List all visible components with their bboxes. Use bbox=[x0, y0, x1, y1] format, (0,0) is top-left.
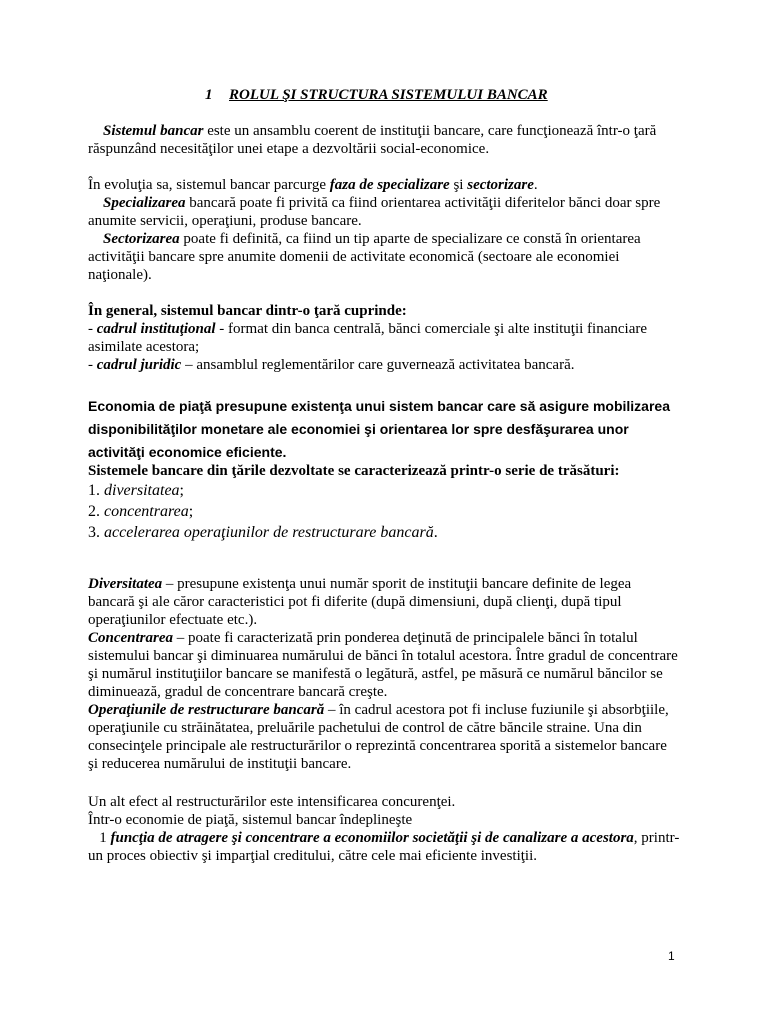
term-sectorizarea: Sectorizarea bbox=[103, 231, 180, 247]
page-number: 1 bbox=[668, 949, 675, 963]
term-sectorizare: sectorizare bbox=[467, 177, 534, 193]
feature-label: accelerarea operaţiunilor de restructurare bancară bbox=[104, 524, 434, 541]
paragraph-feature-details bbox=[88, 575, 680, 773]
chapter-title: ROLUL ŞI STRUCTURA SISTEMULUI BANCAR bbox=[229, 87, 548, 103]
definition-text: este un ansamblu coerent de instituţii bancare, care funcţionează într-o ţară răspunzând necesităţilor unei etape a dezvoltării social-economice. bbox=[88, 123, 657, 157]
term-specializare: faza de specializare bbox=[329, 177, 450, 193]
component-item-institutional bbox=[88, 320, 680, 356]
feature-number: 3. bbox=[88, 524, 104, 541]
term-sistemul-bancar: Sistemul bancar bbox=[103, 123, 204, 139]
feature-number: 2. bbox=[88, 503, 104, 520]
feature-number: 1. bbox=[88, 482, 104, 499]
concentrarea-definition bbox=[88, 629, 680, 701]
paragraph-components bbox=[88, 302, 680, 374]
paragraph-specializarea bbox=[88, 194, 680, 230]
diversitatea-definition bbox=[88, 575, 680, 629]
feature-item bbox=[88, 480, 680, 501]
paragraph-functions bbox=[88, 793, 680, 865]
paragraph-features bbox=[88, 462, 680, 543]
page-title bbox=[205, 86, 548, 104]
feature-item bbox=[88, 501, 680, 522]
term-diversitatea: Diversitatea bbox=[88, 576, 163, 592]
term-cadrul-institutional: cadrul instituţional bbox=[96, 321, 216, 337]
function-text: , printr-un proces obiectiv şi imparţial creditului, către cele mai eficiente investiţii. bbox=[88, 830, 680, 864]
evolution-end: . bbox=[533, 177, 538, 193]
item-prefix: - bbox=[88, 321, 97, 337]
sectorizarea-text: poate fi definită, ca fiind un tip aparte de specializare ce constă în orientarea activităţii bancare spre anumite domenii de activitate economică (sectoare ale economiei naţionale). bbox=[88, 231, 641, 283]
feature-end: ; bbox=[179, 482, 184, 499]
evolution-and: şi bbox=[449, 177, 468, 193]
specializarea-text: bancară poate fi privită ca fiind orientarea activităţii diferitelor bănci doar spre anumite servicii, operaţiuni, produse bancare. bbox=[88, 195, 661, 229]
paragraph-sectorizarea bbox=[88, 230, 680, 284]
feature-end: ; bbox=[188, 503, 194, 520]
feature-item bbox=[88, 522, 680, 543]
paragraph-evolution bbox=[88, 176, 680, 194]
paragraph-market-economy: Economia de piaţă presupune existenţa unui sistem bancar care să asigure mobilizarea disponibilităţilor monetare ale economiei şi orientarea lor spre desfăşurarea unor activităţi economice eficiente. bbox=[88, 398, 670, 460]
term-specializarea: Specializarea bbox=[103, 195, 186, 211]
concentrarea-text: – poate fi caracterizată prin ponderea deţinută de principalele bănci în totalul sistemului bancar şi diminuarea numărului de bănci în totalul acestora. Între gradul de concentrare şi numărul instituţiilor bancare se manifestă o legătură, astfel, pe măsură ce numărul băncilor se diminuează, gradul de concentrare bancară creşte. bbox=[88, 630, 678, 700]
feature-label: diversitatea bbox=[104, 482, 180, 499]
restructurare-text: – în cadrul acestora pot fi incluse fuziunile şi absorbţiile, operaţiunile cu străinătatea, preluările pachetului de control de către băncile straine. Una din consecinţele principale ale restructurărilor o reprezintă concentrarea sporită a sistemelor bancare şi reducerea numărului de instituţii bancare. bbox=[88, 702, 669, 772]
term-cadrul-juridic: cadrul juridic bbox=[96, 357, 182, 373]
functions-intro: Într-o economie de piaţă, sistemul bancar îndeplineşte bbox=[88, 812, 413, 828]
components-heading: În general, sistemul bancar dintr-o ţară cuprinde: bbox=[88, 303, 407, 319]
diversitatea-text: – presupune existenţa unui număr sporit de instituţii bancare definite de legea bancară şi ale căror caracteristici pot fi diferite (după dimensiuni, după clienţi, după tipul operaţiunilor efectuate etc.). bbox=[88, 576, 632, 628]
paragraph-definition bbox=[88, 122, 680, 158]
item-prefix: - bbox=[88, 357, 97, 373]
term-operatiunile-restructurare: Operaţiunile de restructurare bancară bbox=[88, 702, 325, 718]
feature-label: concentrarea bbox=[104, 503, 189, 520]
item-text: – ansamblul reglementărilor care guvernează activitatea bancară. bbox=[181, 357, 575, 373]
term-concentrarea: Concentrarea bbox=[88, 630, 174, 646]
restructurare-definition bbox=[88, 701, 680, 773]
function-number: 1 bbox=[99, 830, 111, 846]
component-item-juridic bbox=[88, 356, 680, 374]
term-functia-de-atragere: funcţia de atragere şi concentrare a economiilor societăţii şi de canalizare a acestora bbox=[110, 830, 634, 846]
competition-sentence: Un alt efect al restructurărilor este intensificarea concurenţei. bbox=[88, 794, 456, 810]
evolution-intro: În evoluţia sa, sistemul bancar parcurge bbox=[88, 177, 330, 193]
feature-end: . bbox=[433, 524, 438, 541]
function-item bbox=[88, 829, 680, 865]
chapter-number: 1 bbox=[205, 87, 213, 103]
item-text: - format din banca centrală, bănci comerciale şi alte instituţii financiare asimilate acestora; bbox=[88, 321, 648, 355]
features-heading: Sistemele bancare din ţările dezvoltate se caracterizează printr-o serie de trăsături: bbox=[88, 463, 620, 479]
